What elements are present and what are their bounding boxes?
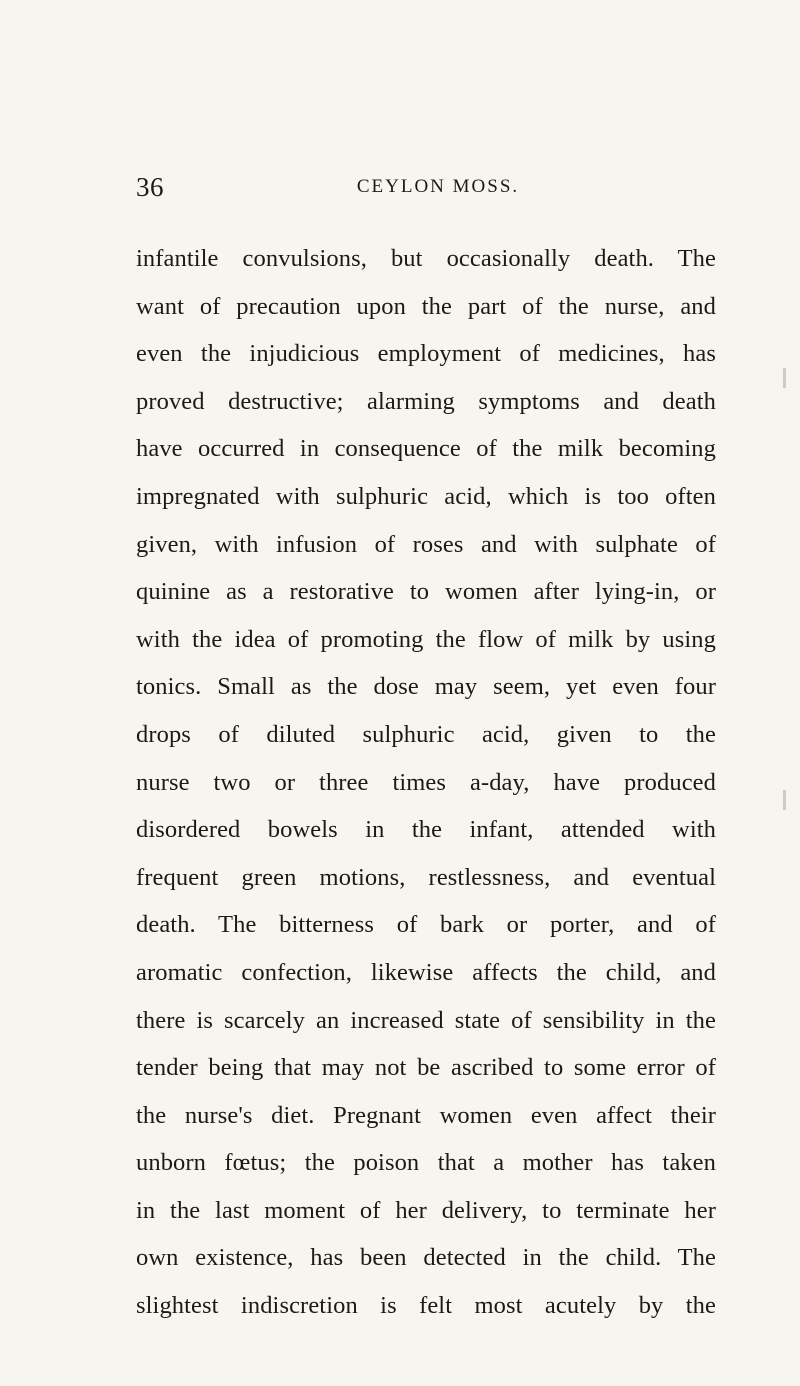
text-line: with the idea of promoting the flow of milk by using <box>136 625 716 653</box>
text-line: want of precaution upon the part of the nurse, and <box>136 292 716 320</box>
page-edge-mark <box>783 790 786 810</box>
text-line: tender being that may not be ascribed to some error of <box>136 1054 716 1082</box>
page-edge-mark <box>783 368 786 388</box>
body-text <box>136 245 716 1340</box>
text-line: have occurred in consequence of the milk becoming <box>136 435 716 463</box>
text-line: impregnated with sulphuric acid, which is too often <box>136 482 716 510</box>
text-line: death. The bitterness of bark or porter, and of <box>136 911 716 939</box>
text-line: tonics. Small as the dose may seem, yet even four <box>136 673 716 701</box>
page-number: 36 <box>136 172 164 202</box>
text-line: slightest indiscretion is felt most acutely by the <box>136 1292 716 1320</box>
text-line: disordered bowels in the infant, attended with <box>136 816 716 844</box>
text-line: the nurse's diet. Pregnant women even affect their <box>136 1101 716 1129</box>
text-line: even the injudicious employment of medicines, has <box>136 340 716 368</box>
running-head <box>136 172 712 208</box>
text-line: quinine as a restorative to women after lying-in, or <box>136 578 716 606</box>
text-line: in the last moment of her delivery, to terminate her <box>136 1196 716 1224</box>
text-line: frequent green motions, restlessness, and eventual <box>136 863 716 891</box>
text-line: own existence, has been detected in the child. The <box>136 1244 716 1272</box>
text-line: proved destructive; alarming symptoms and death <box>136 387 716 415</box>
text-line: there is scarcely an increased state of sensibility in the <box>136 1006 716 1034</box>
running-title: CEYLON MOSS. <box>356 176 520 197</box>
text-line: drops of diluted sulphuric acid, given to the <box>136 720 716 748</box>
text-line: unborn fœtus; the poison that a mother has taken <box>136 1149 716 1177</box>
text-line: aromatic confection, likewise affects the child, and <box>136 958 716 986</box>
text-line: nurse two or three times a-day, have produced <box>136 768 716 796</box>
text-line: infantile convulsions, but occasionally death. The <box>136 245 716 272</box>
text-line: given, with infusion of roses and with sulphate of <box>136 530 716 558</box>
